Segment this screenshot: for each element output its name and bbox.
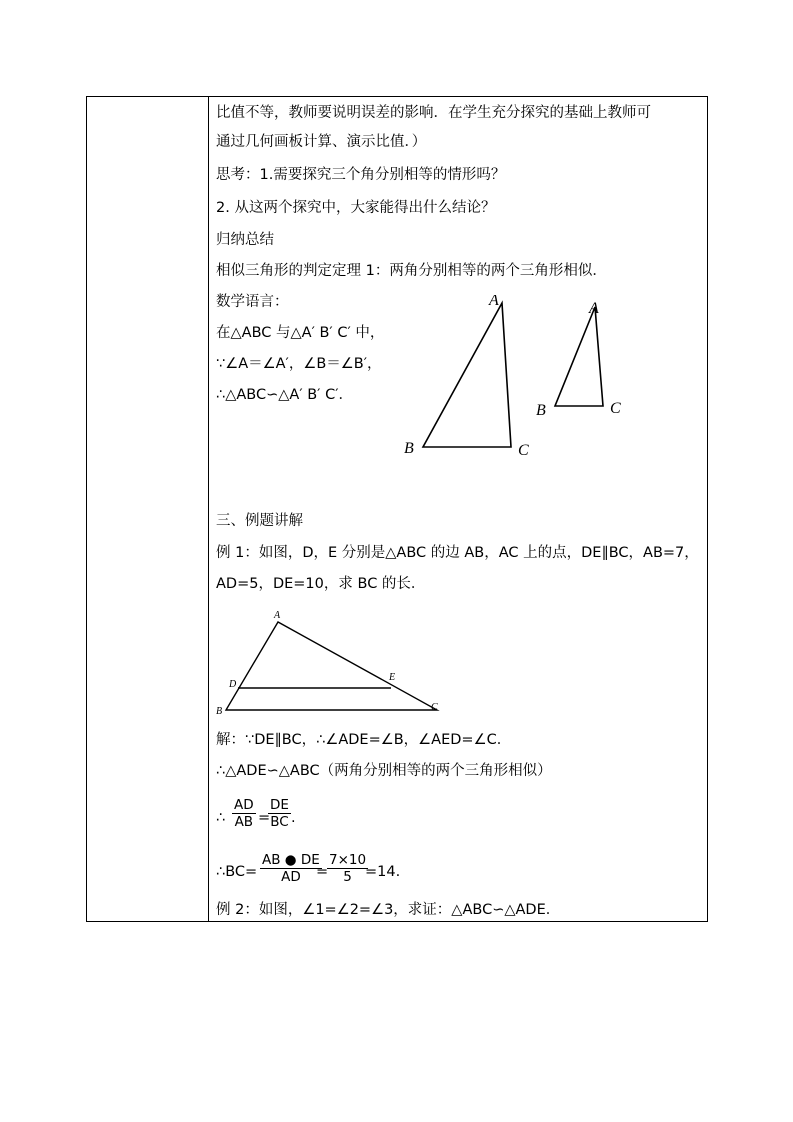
text-line: 思考：1.需要探究三个角分别相等的情形吗？ xyxy=(216,167,506,183)
vertex-label-b: B xyxy=(404,440,414,457)
numerator: AD xyxy=(234,797,254,813)
equals-sign: = xyxy=(316,864,329,880)
lesson-table xyxy=(86,96,708,922)
numerator: DE xyxy=(270,797,289,813)
fraction-ad-ab xyxy=(232,797,256,830)
vertex-label-b: B xyxy=(216,706,223,717)
fraction-ab-de-over-ad xyxy=(260,852,322,885)
text-line: ∴△ABC∽△A′ B′ C′． xyxy=(216,387,353,403)
fraction-de-bc xyxy=(268,797,291,830)
parallel-line-triangle-figure xyxy=(211,607,451,717)
therefore-symbol: ∴ xyxy=(216,810,226,826)
example-1-text: AD=5，DE=10，求 BC 的长． xyxy=(216,576,426,592)
example-2-text: 例 2：如图，∠1=∠2=∠3，求证：△ABC∽△ADE． xyxy=(216,902,561,918)
vertex-label-c: C xyxy=(431,702,438,713)
vertex-label-c: C xyxy=(518,442,529,459)
similar-triangles-figure xyxy=(397,295,637,465)
vertex-label-a: A xyxy=(274,610,281,621)
vertex-label-a: A xyxy=(489,295,499,309)
triangle-abc xyxy=(226,622,437,710)
denominator: BC xyxy=(270,814,289,830)
period: . xyxy=(291,810,296,826)
bc-equals-label: ∴BC= xyxy=(216,864,258,880)
text-line: ∵∠A＝∠A′，∠B＝∠B′， xyxy=(216,356,382,372)
section-heading: 三、例题讲解 xyxy=(216,513,303,529)
denominator: AB xyxy=(234,814,254,830)
vertex-label-d: D xyxy=(229,679,237,690)
theorem-text: 相似三角形的判定定理 1：两角分别相等的两个三角形相似． xyxy=(216,263,607,279)
numerator: 7×10 xyxy=(329,852,367,868)
numerator: AB ● DE xyxy=(262,852,320,868)
denominator: 5 xyxy=(343,869,352,885)
denominator: AD xyxy=(281,869,301,885)
vertex-label-a-prime: A xyxy=(589,300,599,317)
vertex-label-b-prime: B xyxy=(536,402,546,419)
text-line: 在△ABC 与△A′ B′ C′ 中， xyxy=(216,325,385,341)
result: =14. xyxy=(365,864,401,880)
small-triangle xyxy=(555,307,603,406)
vertex-label-e: E xyxy=(389,672,396,683)
column-divider xyxy=(208,97,209,921)
vertex-label-c-prime: C xyxy=(610,400,621,417)
equals-sign: = xyxy=(258,810,271,826)
solution-text: ∴△ADE∽△ABC（两角分别相等的两个三角形相似） xyxy=(216,763,552,779)
example-1-text: 例 1：如图，D，E 分别是△ABC 的边 AB，AC 上的点，DE∥BC，AB=7， xyxy=(216,545,699,561)
text-line: 通过几何画板计算、演示比值．） xyxy=(216,134,427,150)
text-line: 数学语言： xyxy=(216,294,289,310)
text-line: 比值不等，教师要说明误差的影响．在学生充分探究的基础上教师可 xyxy=(216,105,651,121)
solution-text: 解：∵DE∥BC，∴∠ADE=∠B，∠AED=∠C． xyxy=(216,732,512,748)
section-heading: 归纳总结 xyxy=(216,232,274,248)
big-triangle xyxy=(423,303,511,447)
fraction-70-over-5 xyxy=(327,852,368,885)
text-line: 2. 从这两个探究中，大家能得出什么结论？ xyxy=(216,200,496,216)
